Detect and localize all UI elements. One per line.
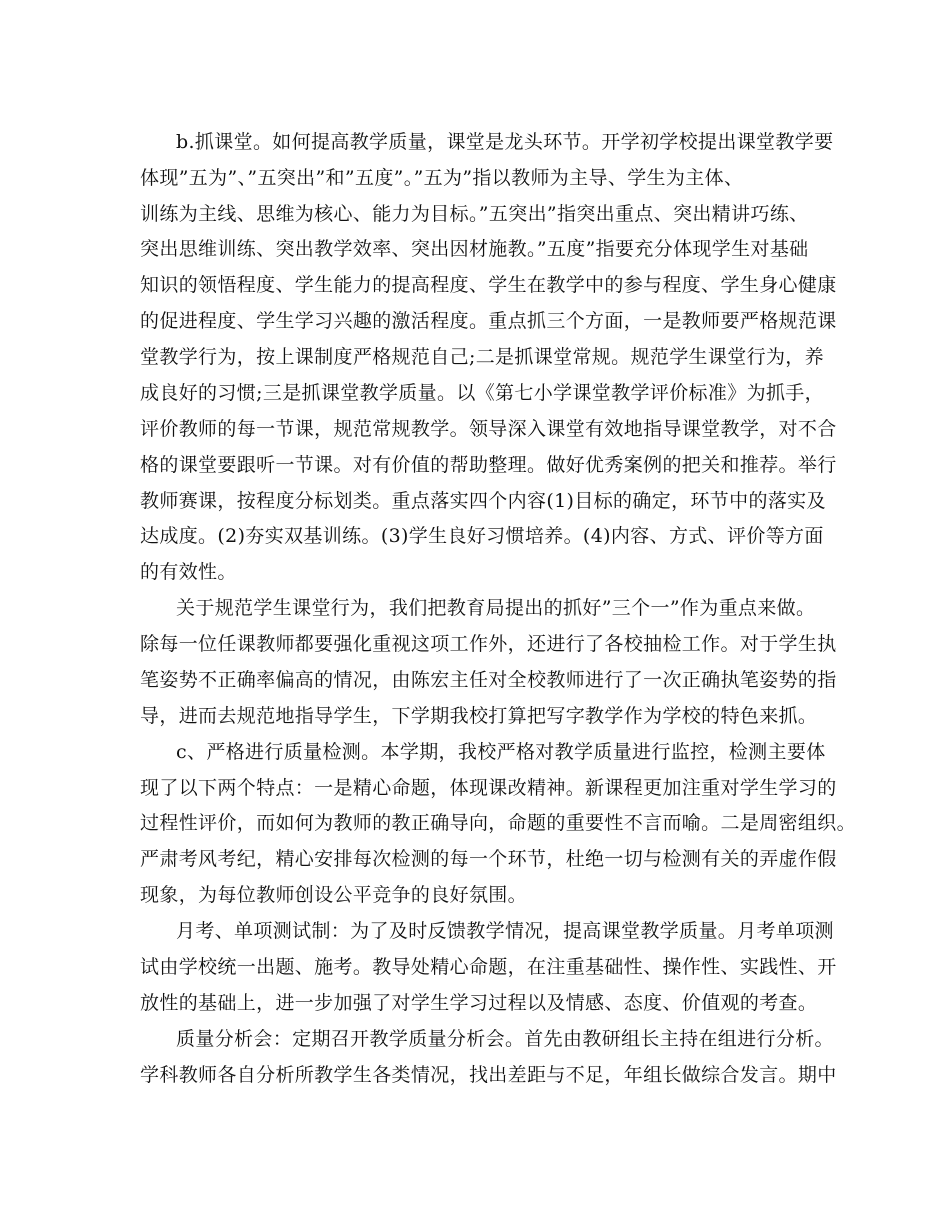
text-line: 格的课堂要跟听一节课。对有价值的帮助整理。做好优秀案例的把关和推荐。举行: [140, 454, 837, 476]
text-line: 突出思维训练、突出教学效率、突出因材施教。”五度”指要充分体现学生对基础: [140, 238, 809, 260]
text-line: 过程性评价，而如何为教师的教正确导向，命题的重要性不言而喻。二是周密组织。: [140, 812, 856, 834]
text-line: 质量分析会：定期召开教学质量分析会。首先由教研组长主持在组进行分析。: [176, 1028, 834, 1050]
text-line: 成良好的习惯;三是抓课堂教学质量。以《第七小学课堂教学评价标准》为抓手，: [140, 382, 825, 404]
text-line: 导，进而去规范地指导学生，下学期我校打算把写字教学作为学校的特色来抓。: [140, 705, 818, 727]
text-line: 评价教师的每一节课，规范常规教学。领导深入课堂有效地指导课堂教学，对不合: [140, 418, 837, 440]
text-line: b.抓课堂。如何提高教学质量，课堂是龙头环节。开学初学校提出课堂教学要: [176, 131, 834, 153]
text-line: 的促进程度、学生学习兴趣的激活程度。重点抓三个方面，一是教师要严格规范课: [140, 310, 837, 332]
text-line: 试由学校统一出题、施考。教导处精心命题，在注重基础性、操作性、实践性、开: [140, 956, 837, 978]
text-line: 关于规范学生课堂行为，我们把教育局提出的抓好”三个一”作为重点来做。: [176, 597, 816, 619]
text-line: 的有效性。: [140, 561, 237, 583]
text-line: c、严格进行质量检测。本学期，我校严格对教学质量进行监控，检测主要体: [176, 741, 826, 763]
text-line: 训练为主线、思维为核心、能力为目标。”五突出”指突出重点、突出精讲巧练、: [140, 203, 809, 225]
text-line: 体现”五为”、”五突出”和”五度”。”五为”指以教师为主导、学生为主体、: [140, 167, 744, 189]
text-line: 教师赛课，按程度分标划类。重点落实四个内容(1)目标的确定，环节中的落实及: [140, 490, 826, 512]
text-line: 学科教师各自分析所教学生各类情况，找出差距与不足，年组长做综合发言。期中: [140, 1064, 837, 1086]
text-line: 现了以下两个特点：一是精心命题，体现课改精神。新课程更加注重对学生学习的: [140, 777, 837, 799]
text-line: 现象，为每位教师创设公平竞争的良好氛围。: [140, 884, 528, 906]
text-line: 放性的基础上，进一步加强了对学生学习过程以及情感、态度、价值观的考查。: [140, 992, 818, 1014]
text-line: 知识的领悟程度、学生能力的提高程度、学生在教学中的参与程度、学生身心健康: [140, 274, 837, 296]
text-line: 达成度。(2)夯实双基训练。(3)学生良好习惯培养。(4)内容、方式、评价等方面: [140, 525, 824, 547]
text-line: 笔姿势不正确率偏高的情况，由陈宏主任对全校教师进行了一次正确执笔姿势的指: [140, 669, 837, 691]
text-line: 堂教学行为，按上课制度严格规范自己;二是抓课堂常规。规范学生课堂行为，养: [140, 346, 825, 368]
text-line: 除每一位任课教师都要强化重视这项工作外，还进行了各校抽检工作。对于学生执: [140, 633, 837, 655]
text-line: 严肃考风考纪，精心安排每次检测的每一个环节，杜绝一切与检测有关的弄虚作假: [140, 848, 837, 870]
text-line: 月考、单项测试制：为了及时反馈教学情况，提高课堂教学质量。月考单项测: [176, 920, 834, 942]
